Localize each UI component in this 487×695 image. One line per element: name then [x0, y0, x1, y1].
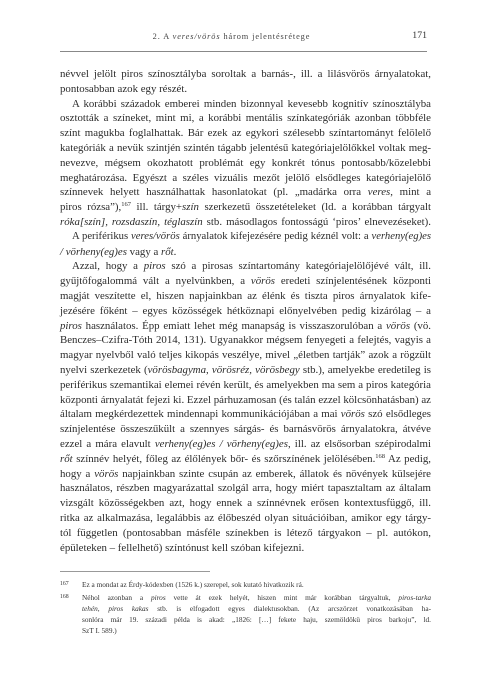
text-line	[60, 185, 431, 200]
text-run: hogy a	[60, 467, 95, 480]
text-run-italic: vörös	[250, 275, 275, 288]
text-run-italic: róka[szín], rozsdaszín, téglaszín	[60, 215, 203, 228]
text-line: magyar nyelvből való teljes kikopás veszélye, mivel „életben tartják” azok a rögzült	[60, 349, 431, 362]
text-line	[60, 467, 431, 482]
text-line: nevezve, mégsem okozhatott problémát egy konkrét tónus pontosabb/közelebbi	[60, 156, 431, 169]
text-run: vette át ezek helyét, hiszen mint már korábban tárgyaltuk,	[165, 593, 399, 602]
text-run: , ill. az elsősorban szépirodalmi	[287, 437, 431, 450]
running-header	[60, 26, 427, 46]
text-run: stb.), amelyekbe eredetileg is	[299, 363, 431, 376]
text-run-italic: piros	[60, 319, 82, 332]
header-rule	[60, 51, 427, 52]
footnote-line: sonlóra már 19. századi példa is akad: „1826: […] fekete haju, szemöldökü piros barkoju”, ld.	[82, 615, 431, 624]
text-line: meghatározása. Egyészt a széles vizuális mezőt jelölő elsődleges kategóriajelölő	[60, 171, 431, 184]
text-line: tól független (pontosabban másféle színekben is létező tárgyakon – pl. autókon,	[60, 526, 431, 539]
body-text	[60, 67, 431, 555]
text-run: színnevek helyett használhattak hasonlatokat (pl. „madárka orra	[60, 186, 368, 199]
text-line: osztották a színeket, mint mi, a korábbi mentális színkategóriák azonban többféle	[60, 112, 431, 125]
footnote-line	[82, 603, 431, 614]
footnote-marker: 167	[121, 201, 131, 209]
footnote-marker: 168	[375, 452, 386, 460]
text-line: magját veszítette el, hiszen napjainkban az élénk és tiszta piros árnyalatok kife-	[60, 289, 431, 302]
text-run: szó a pirosas színtartomány kategóriajelölőjévé vált, ill.	[165, 260, 431, 273]
text-run: stb. másodlagos fontosságú ‘piros’ elnevezéseket).	[202, 215, 431, 228]
text-line	[60, 363, 431, 378]
text-line: pontosabban azok egy részét.	[60, 82, 188, 95]
text-run: eredeti színjelentésének központi	[275, 275, 432, 288]
text-run-italic: piros	[150, 593, 166, 602]
text-run: színnév helyét, főleg az élőlények bőr- és szőrszínének jelölésében.	[72, 452, 376, 465]
text-line: A korábbi századok emberei minden bizonnyal kevesebb kognitív színosztályba	[72, 97, 431, 110]
text-run-italic: tehén, piros kakas	[82, 604, 149, 613]
text-run-italic: vörös	[385, 319, 411, 332]
text-run: használatos. Épp emiatt lehet még manapság is visszaszorulóban a	[81, 319, 386, 332]
text-run-italic: verheny(eg)es	[371, 230, 432, 242]
text-run-italic: rőt	[60, 452, 73, 465]
text-run: Az pedig,	[385, 452, 431, 465]
text-line: központi árnyalatát fejezi ki. Ezzel párhuzamosan (és talán ezzel kölcsönhatásban) az	[60, 393, 431, 406]
footnote-number: 168	[60, 594, 69, 600]
text-line	[60, 319, 431, 334]
text-run: piros rózsa”),	[60, 201, 122, 214]
page-number: 171	[412, 30, 427, 41]
text-run: gyűjtőfogalommá vált a nyelvünkben, a	[60, 275, 251, 288]
text-run: stb. is elfogadott egyes dialektusokban. (Az arcszörzet vonatkozásában ha-	[148, 604, 431, 613]
running-header-title	[60, 32, 403, 41]
text-run: általam megkérdezettek mindennapi kommunikációjában a mai	[60, 408, 341, 421]
text-line: színt magukba foglalhattak. Bár ezek az egykori szélesebb színtartományt felölelő	[60, 127, 431, 140]
footnote-line	[82, 592, 431, 603]
header-title-italic: veres/vörös	[172, 32, 221, 41]
text-line: Benczes–Czifra-Tóth 2014, 131). Ugyanakkor mégsem fenyegeti a felejtés, vagyis a	[60, 334, 431, 347]
text-line	[60, 215, 431, 230]
text-line	[60, 274, 431, 289]
text-run-italic: veres	[367, 186, 391, 199]
header-title-part: három jelentésrétege	[220, 32, 311, 41]
text-line: használatos, részben magyarázattal szolgál arra, hogy miért tapasztaltam az általam	[60, 482, 431, 495]
footnote-line: Ez a mondat az Érdy-kódexben (1526 k.) szerepel, sok kutató hivatkozik rá.	[82, 580, 304, 589]
text-run: ezzel a mára elavult	[60, 437, 155, 450]
text-run-italic: rőt	[160, 245, 174, 258]
text-line	[60, 407, 431, 422]
footnote-line: SzT I. 589.)	[82, 626, 117, 635]
text-run-italic: vörös	[94, 467, 119, 480]
text-line: vizsgált közösségekben azt, hogy ennek a színnévnek erősen kontextusfüggő, ill.	[60, 497, 431, 510]
text-run: A periférikus	[72, 230, 132, 242]
text-line: jezésére főként – egyes közösségek hétköznapi előnyelvében pedig kizárólag – a	[60, 304, 431, 317]
footnote	[60, 592, 431, 636]
text-run-italic: piros	[143, 260, 166, 273]
text-run: .	[173, 245, 177, 258]
text-run-italic: szín	[182, 201, 199, 214]
header-title-part: 2. A	[152, 32, 173, 41]
text-run-italic: / vörheny(eg)es	[60, 245, 127, 258]
text-run: szó elsődleges	[364, 408, 431, 421]
text-line: épületeken – fellelhető) színtónust kell szóban kifejezni.	[60, 541, 305, 554]
footnote-rule	[60, 571, 210, 572]
text-line	[60, 200, 431, 215]
footnote	[60, 579, 431, 590]
text-run: vagy a	[126, 245, 161, 258]
text-run: szerkezetű összetételeket (ld. a korábban tárgyalt	[198, 201, 431, 214]
text-run-italic: verheny(eg)es / vörheny(eg)es	[154, 437, 288, 450]
text-run-italic: vörösbagyma, vörösréz, vörösbegy	[147, 363, 300, 376]
text-line	[60, 452, 431, 467]
text-run-italic: vörös	[340, 408, 365, 421]
text-line	[60, 245, 431, 260]
text-run-italic: piros-tarka	[398, 593, 431, 602]
text-line	[60, 230, 431, 245]
text-run: , mint a	[390, 186, 432, 199]
text-run: Néhol azonban a	[82, 593, 151, 602]
text-run: ill. tárgy+	[131, 201, 183, 214]
text-run-italic: veres/vörös	[131, 230, 180, 242]
text-line: ritka az alkalmazása, legalábbis az élőbeszéd olyan situációiban, amikor egy tárgy-	[60, 511, 431, 524]
text-line: periférikus szemantikai elemei révén került, és amelyekben ma sem a piros kategória	[60, 378, 431, 391]
footnote-number: 167	[60, 581, 69, 587]
text-run: árnyalatok kifejezésére pedig kéznél volt: a	[179, 230, 372, 242]
text-run: Azzal, hogy a	[72, 260, 144, 273]
text-line: kategóriák a nevük szintjén szintén tágabb jelentésű kategóriajelölőkkel voltak meg-	[60, 141, 431, 154]
text-line	[60, 259, 431, 274]
text-line: színjelentése összeszűkült a szennyes sárgás- és barnásvörös árnyalatokra, átvéve	[60, 423, 431, 436]
text-run: (vö.	[410, 319, 431, 332]
text-line	[60, 437, 431, 452]
text-run: napjainkban szinte csupán az emberek, állatok és növények külsejére	[118, 467, 431, 480]
footnotes	[60, 579, 431, 636]
text-run: nyelvi szerkezetek (	[60, 363, 148, 376]
text-line: névvel jelölt piros színosztályba soroltak a barnás-, ill. a lilásvörös árnyalatokat,	[60, 68, 431, 80]
